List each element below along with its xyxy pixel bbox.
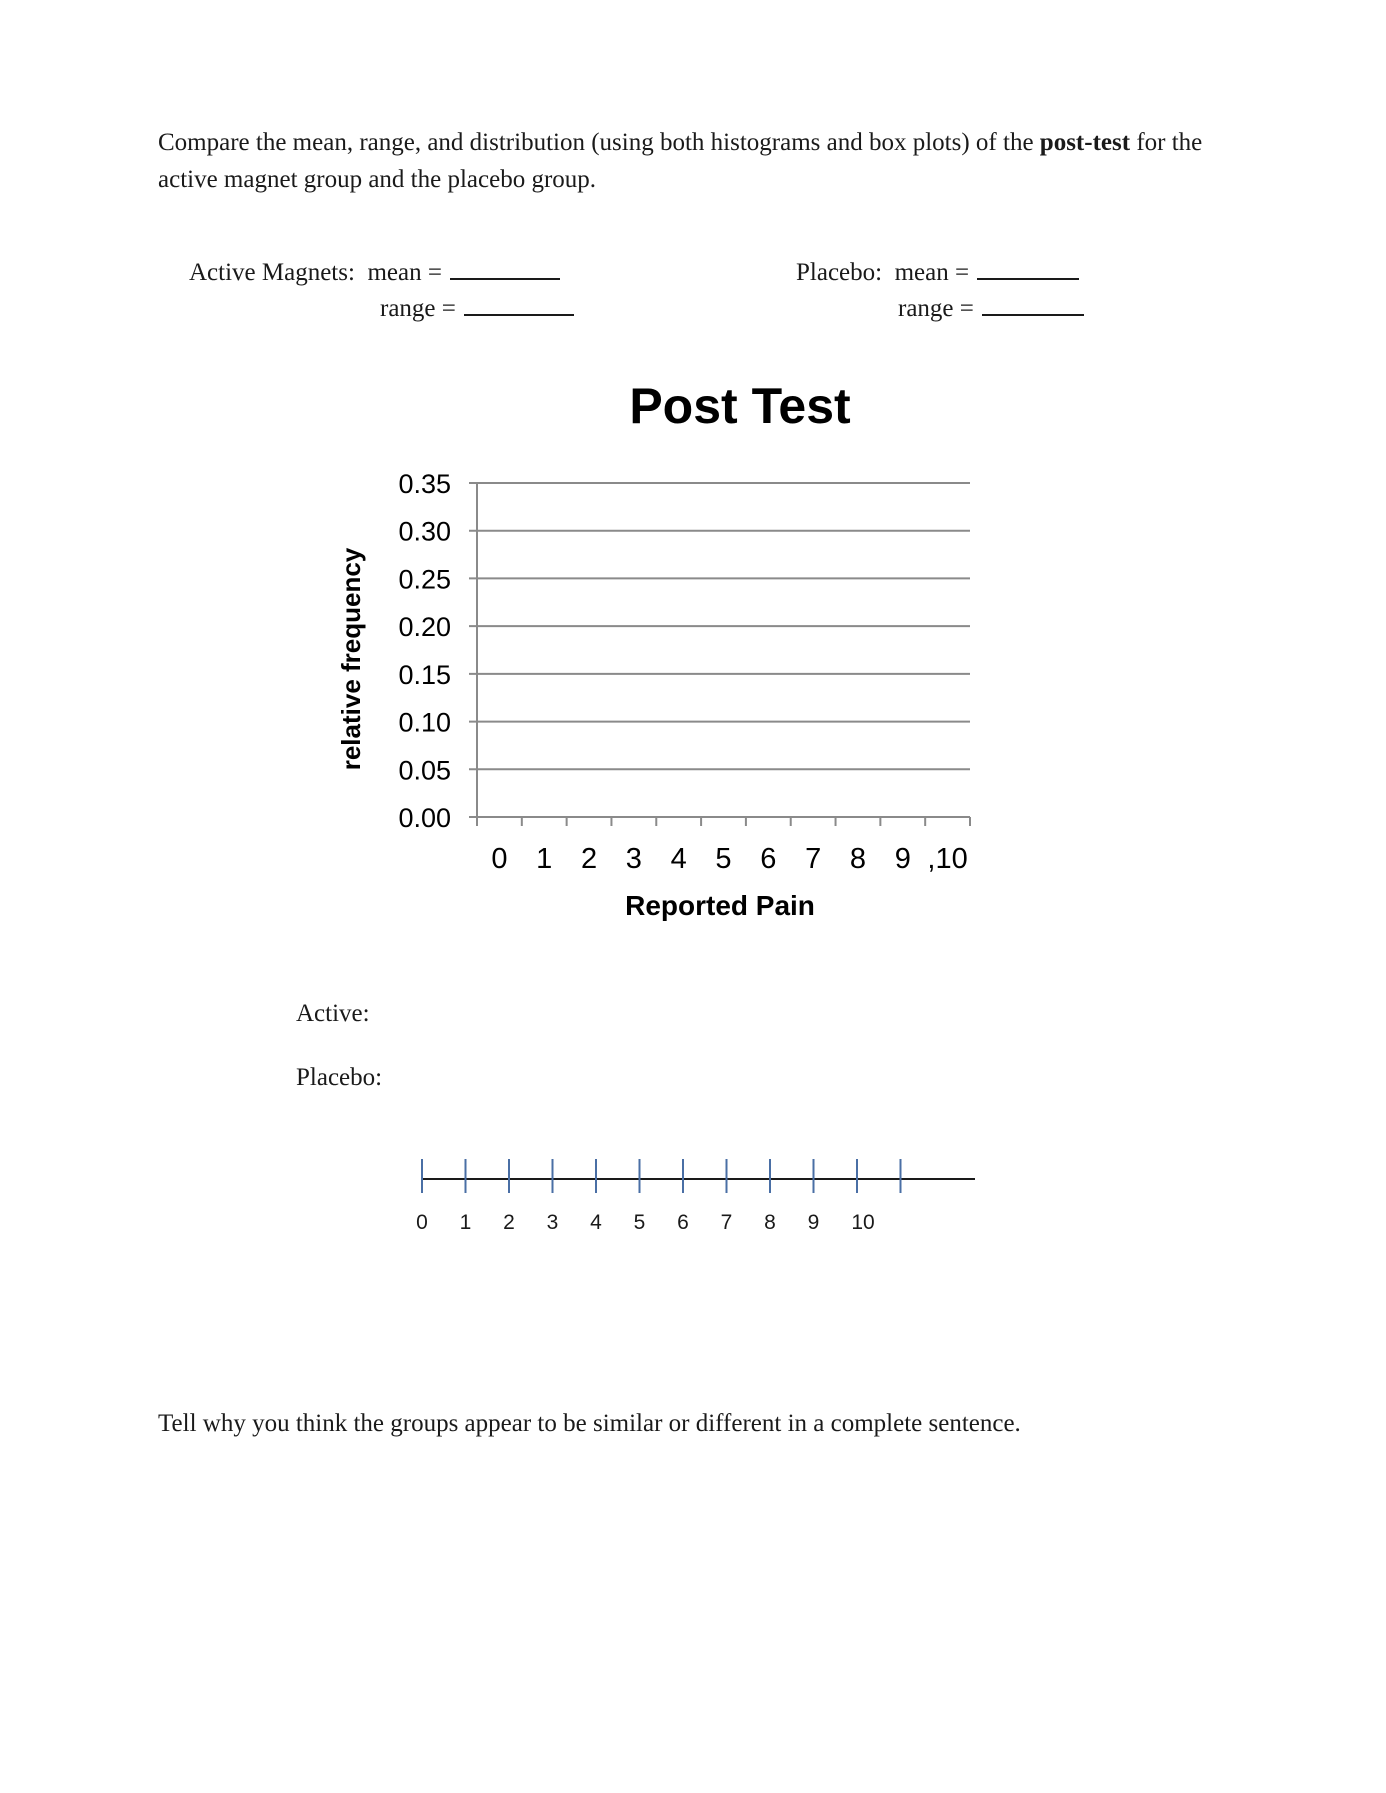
x-tick-labels — [491, 843, 967, 875]
active-mean-label: mean = — [367, 259, 442, 286]
number-line-label: 9 — [807, 1211, 820, 1234]
closing-instruction: Tell why you think the groups appear to be similar or different in a complete sentence. — [158, 1410, 1021, 1437]
y-tick-label: 0.15 — [398, 659, 451, 690]
active-stats-label: Active Magnets: — [189, 259, 355, 286]
placebo-range-blank[interactable] — [982, 294, 1084, 316]
active-range-blank[interactable] — [464, 294, 574, 316]
placebo-mean-label: mean = — [894, 259, 970, 286]
placebo-stats-label: Placebo: — [796, 259, 883, 286]
x-tick-label: 9 — [894, 843, 911, 875]
x-tick-label: 1 — [536, 843, 553, 875]
active-range-label: range = — [380, 295, 456, 322]
placebo-mean-blank[interactable] — [977, 258, 1079, 280]
histogram-svg — [320, 365, 1000, 945]
active-mean-blank[interactable] — [450, 258, 560, 280]
x-axis-label: Reported Pain — [625, 890, 815, 921]
x-tick-label: 7 — [805, 843, 822, 875]
post-test-histogram — [320, 365, 1000, 945]
number-line-label: 4 — [590, 1211, 602, 1234]
x-tick-label: 4 — [670, 843, 687, 875]
placebo-stats-mean-row — [796, 258, 1079, 287]
number-line-label: 8 — [764, 1211, 776, 1234]
instructions-emphasis: post-test — [1039, 129, 1131, 156]
x-tick-label: 2 — [580, 843, 598, 875]
box-plot-number-line — [410, 1145, 1010, 1245]
y-tick-label: 0.05 — [398, 755, 451, 786]
number-line-label: 1 — [459, 1211, 472, 1234]
active-boxplot-label: Active: — [296, 1000, 370, 1027]
active-stats-mean-row — [189, 258, 560, 287]
placebo-stats-range-row — [898, 294, 1084, 323]
y-tick-labels — [398, 469, 451, 833]
y-tick-label: 0.35 — [398, 469, 451, 499]
x-tick-label: 0 — [491, 843, 508, 875]
chart-title: Post Test — [629, 378, 851, 434]
chart-gridlines — [469, 483, 970, 826]
number-line-label: 5 — [633, 1211, 646, 1234]
number-line-label: 0 — [416, 1211, 428, 1234]
y-tick-label: 0.20 — [398, 612, 451, 643]
instructions-paragraph — [158, 124, 1258, 198]
number-line-svg — [410, 1145, 1010, 1245]
x-tick-label: ,10 — [927, 843, 968, 875]
y-tick-label: 0.00 — [398, 803, 451, 833]
x-tick-label: 5 — [715, 843, 732, 875]
x-tick-label: 6 — [760, 843, 777, 875]
y-tick-label: 0.25 — [398, 564, 451, 595]
number-line-label: 7 — [720, 1211, 733, 1234]
placebo-boxplot-label: Placebo: — [296, 1064, 383, 1091]
number-line-label: 2 — [503, 1211, 515, 1234]
instructions-text-start: Compare the mean, range, and distribution (using both histograms and box plots) of the — [158, 129, 1040, 156]
number-line-label: 3 — [546, 1211, 559, 1234]
y-tick-label: 0.10 — [398, 707, 451, 738]
y-axis-label: relative frequency — [336, 547, 366, 771]
number-line-label: 10 — [851, 1211, 875, 1234]
placebo-range-label: range = — [898, 295, 974, 322]
instructions-text-end: for the active magnet group and the placebo group. — [158, 129, 1203, 193]
active-stats-range-row — [380, 294, 574, 323]
number-line-label: 6 — [677, 1211, 689, 1234]
y-tick-label: 0.30 — [398, 516, 451, 547]
x-tick-label: 8 — [849, 843, 867, 875]
x-tick-label: 3 — [625, 843, 642, 875]
